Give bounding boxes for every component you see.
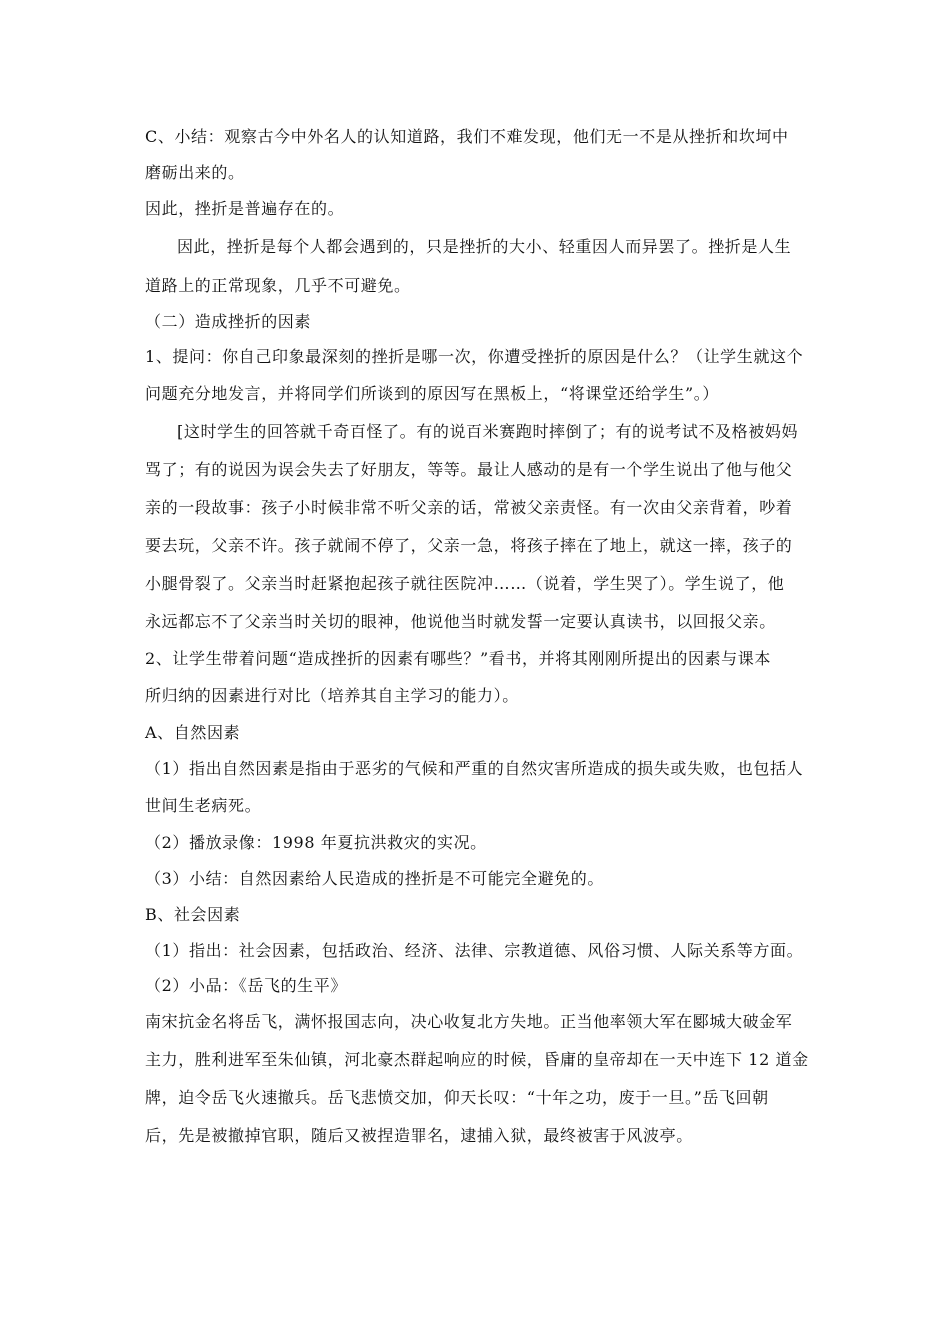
question-2-line-1: 2、让学生带着问题“造成挫折的因素有哪些？”看书，并将其刚刚所提出的因素与课本 bbox=[145, 649, 771, 668]
story-line-3: 亲的一段故事：孩子小时候非常不听父亲的话，常被父亲责怪。有一次由父亲背着，吵着 bbox=[145, 498, 793, 517]
yuefei-line-1: 南宋抗金名将岳飞，满怀报国志向，决心收复北方失地。正当他率领大军在郾城大破金军 bbox=[145, 1012, 793, 1031]
conclusion-everyone-line-2: 道路上的正常现象，几乎不可避免。 bbox=[145, 276, 411, 295]
yuefei-line-3: 牌，迫令岳飞火速撤兵。岳飞悲愤交加，仰天长叹：“十年之功，废于一旦。”岳飞回朝 bbox=[145, 1088, 769, 1107]
yuefei-line-4: 后，先是被撤掉官职，随后又被捏造罪名，逮捕入狱，最终被害于风波亭。 bbox=[145, 1126, 693, 1145]
natural-point-1-line-2: 世间生老病死。 bbox=[145, 796, 262, 815]
heading-social-factors: B、社会因素 bbox=[145, 905, 241, 924]
social-point-1: （1）指出：社会因素，包括政治、经济、法律、宗教道德、风俗习惯、人际关系等方面。 bbox=[145, 941, 804, 960]
natural-point-2: （2）播放录像：1998 年夏抗洪救灾的实况。 bbox=[145, 833, 487, 852]
story-line-4: 要去玩，父亲不许。孩子就闹不停了，父亲一急，将孩子摔在了地上，就这一摔，孩子的 bbox=[145, 536, 793, 555]
conclusion-universal: 因此，挫折是普遍存在的。 bbox=[145, 199, 345, 218]
yuefei-line-2: 主力，胜利进军至朱仙镇，河北豪杰群起响应的时候，昏庸的皇帝却在一天中连下 12 道金 bbox=[145, 1050, 809, 1069]
summary-c-line-2: 磨砺出来的。 bbox=[145, 163, 245, 182]
natural-point-1-line-1: （1）指出自然因素是指由于恶劣的气候和严重的自然灾害所造成的损失或失败，也包括人 bbox=[145, 759, 804, 778]
heading-natural-factors: A、自然因素 bbox=[145, 723, 241, 742]
question-1-line-1: 1、提问：你自己印象最深刻的挫折是哪一次，你遭受挫折的原因是什么？（让学生就这个 bbox=[145, 347, 804, 366]
story-line-1: [这时学生的回答就千奇百怪了。有的说百米赛跑时摔倒了；有的说考试不及格被妈妈 bbox=[177, 422, 799, 441]
question-1-line-2: 问题充分地发言，并将同学们所谈到的原因写在黑板上，“将课堂还给学生”。） bbox=[145, 384, 719, 403]
story-line-5: 小腿骨裂了。父亲当时赶紧抱起孩子就往医院冲……（说着，学生哭了）。学生说了，他 bbox=[145, 574, 785, 593]
natural-point-3: （3）小结：自然因素给人民造成的挫折是不可能完全避免的。 bbox=[145, 869, 604, 888]
social-point-2: （2）小品：《岳飞的生平》 bbox=[145, 976, 347, 995]
question-2-line-2: 所归纳的因素进行对比（培养其自主学习的能力）。 bbox=[145, 686, 519, 705]
story-line-6: 永远都忘不了父亲当时关切的眼神，他说他当时就发誓一定要认真读书，以回报父亲。 bbox=[145, 612, 776, 631]
document-body bbox=[145, 119, 813, 1155]
conclusion-everyone-line-1: 因此，挫折是每个人都会遇到的，只是挫折的大小、轻重因人而异罢了。挫折是人生 bbox=[177, 237, 792, 256]
section-heading-factors: （二）造成挫折的因素 bbox=[145, 312, 312, 331]
story-line-2: 骂了；有的说因为误会失去了好朋友，等等。最让人感动的是有一个学生说出了他与他父 bbox=[145, 460, 793, 479]
summary-c-line-1: C、小结：观察古今中外名人的认知道路，我们不难发现，他们无一不是从挫折和坎坷中 bbox=[145, 127, 789, 146]
